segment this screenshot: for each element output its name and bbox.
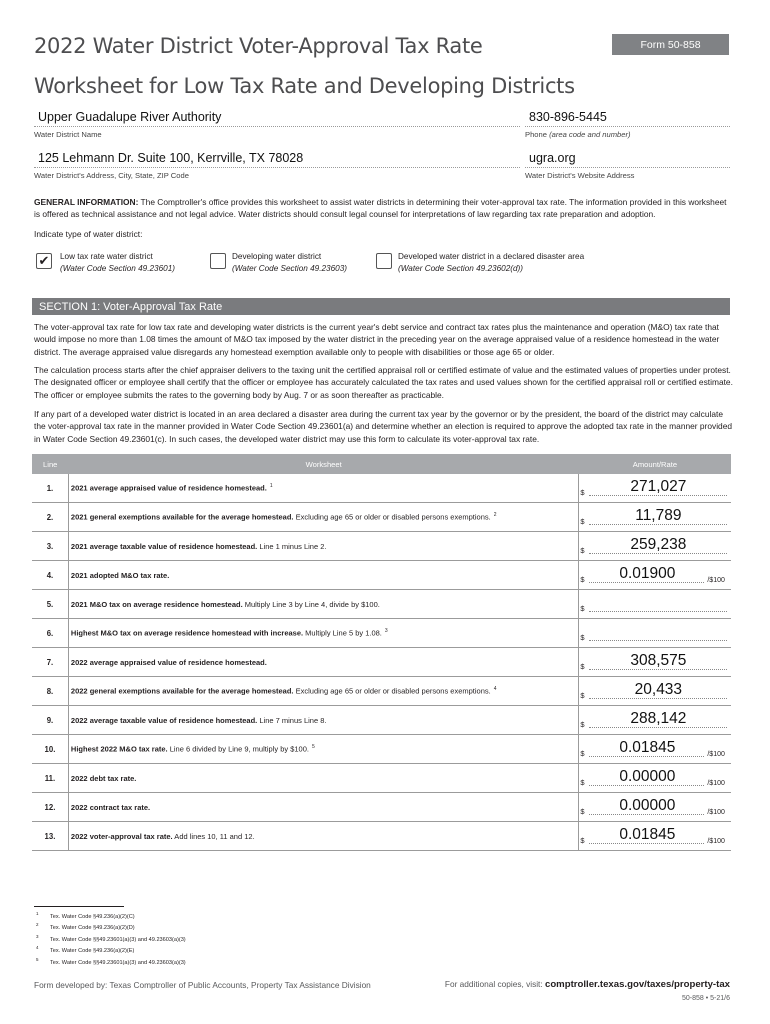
website-underline (525, 167, 730, 168)
amount-value[interactable]: 0.00000 (619, 768, 676, 785)
dollar-sign: $ (580, 604, 585, 613)
footnote-rule (34, 906, 124, 907)
worksheet-row-6 (32, 619, 731, 648)
worksheet-row-11 (32, 764, 731, 793)
amount-cell (579, 764, 731, 793)
website-label: Water District's Website Address (525, 171, 635, 180)
row-label: 2022 general exemptions available for the average homestead. (70, 686, 294, 696)
worksheet-row-3 (32, 532, 731, 561)
worksheet-row-13 (32, 822, 731, 851)
website-field[interactable]: ugra.org (529, 151, 576, 165)
amount-value[interactable]: 11,789 (635, 507, 682, 524)
checkbox-low-tax-rate[interactable]: ✔ (36, 253, 52, 269)
header-line: Line (32, 454, 68, 474)
line-number: 1. (32, 474, 68, 503)
line-number: 2. (32, 503, 68, 532)
line-number: 4. (32, 561, 68, 590)
worksheet-row-10 (32, 735, 731, 764)
line-description (68, 619, 578, 648)
row-footnote-ref: 2 (493, 512, 497, 519)
district-name-label: Water District Name (34, 130, 102, 139)
rate-unit: /$100 (707, 751, 725, 758)
dollar-sign: $ (580, 836, 585, 845)
amount-cell (579, 677, 731, 706)
line-number: 3. (32, 532, 68, 561)
amount-cell (579, 822, 731, 851)
district-name-underline (34, 126, 520, 127)
line-description (68, 532, 578, 561)
row-label: 2022 contract tax rate. (70, 802, 151, 812)
row-label: 2021 general exemptions available for the average homestead. (70, 512, 294, 522)
worksheet-header-row (32, 454, 731, 474)
amount-cell (579, 793, 731, 822)
general-information: GENERAL INFORMATION: The Comptroller's office provides this worksheet to assist water districts in determining their voter-approval tax rate. The information provided in this worksheet is offered as technical assistance and not legal advice. Water districts should consult legal counsel for interpretations of law regarding tax rate preparation and adoption. (34, 197, 727, 220)
dollar-sign: $ (580, 575, 585, 584)
row-footnote-ref: 1 (269, 483, 273, 490)
form-number-badge: Form 50-858 (612, 34, 729, 55)
line-number: 5. (32, 590, 68, 619)
general-information-lead: GENERAL INFORMATION: (34, 197, 139, 207)
amount-value[interactable]: 0.00000 (619, 797, 676, 814)
line-description (68, 590, 578, 619)
dollar-sign: $ (580, 662, 585, 671)
amount-underline (589, 640, 727, 641)
header-worksheet: Worksheet (68, 454, 578, 474)
line-number: 6. (32, 619, 68, 648)
district-name-field[interactable]: Upper Guadalupe River Authority (38, 110, 222, 124)
footnote-2: $^2$Tex. Water Code §49.236(a)(2)(D) (36, 922, 135, 932)
row-label: Highest 2022 M&O tax rate. (70, 744, 168, 754)
worksheet-row-9 (32, 706, 731, 735)
dollar-sign: $ (580, 807, 585, 816)
dollar-sign: $ (580, 691, 585, 700)
dollar-sign: $ (580, 488, 585, 497)
footnote-3: $^3$Tex. Water Code §§49.23601(a)(3) and 49.23603(a)(3) (36, 933, 186, 943)
address-field[interactable]: 125 Lehmann Dr. Suite 100, Kerrville, TX 78028 (38, 151, 304, 165)
phone-label: Phone (area code and number) (525, 130, 631, 139)
worksheet-table (32, 454, 731, 851)
line-number: 12. (32, 793, 68, 822)
footnote-4: $^4$Tex. Water Code §49.236(a)(2)(E) (36, 945, 135, 955)
amount-cell (579, 619, 731, 648)
worksheet-row-12 (32, 793, 731, 822)
address-label: Water District's Address, City, State, ZIP Code (34, 171, 189, 180)
row-footnote-ref: 3 (384, 628, 388, 635)
row-label: 2021 average appraised value of residence homestead. (70, 483, 267, 493)
amount-value[interactable]: 259,238 (630, 536, 687, 553)
line-description (68, 706, 578, 735)
line-description (68, 474, 578, 503)
amount-cell (579, 474, 731, 503)
row-footnote-ref: 5 (311, 744, 315, 751)
line-description (68, 793, 578, 822)
worksheet-row-5 (32, 590, 731, 619)
address-underline (34, 167, 520, 168)
row-label: 2022 average taxable value of residence homestead. (70, 715, 258, 725)
row-instruction: Line 7 minus Line 8. (257, 715, 327, 725)
line-description (68, 677, 578, 706)
row-instruction: Add lines 10, 11 and 12. (172, 831, 255, 841)
row-instruction: Multiply Line 3 by Line 4, divide by $100. (242, 599, 380, 609)
option-developing: Developing water district (Water Code Section 49.23603) (232, 252, 347, 273)
dollar-sign: $ (580, 778, 585, 787)
row-instruction: Line 1 minus Line 2. (257, 541, 327, 551)
row-label: 2021 M&O tax on average residence homestead. (70, 599, 243, 609)
dollar-sign: $ (580, 749, 585, 758)
line-number: 8. (32, 677, 68, 706)
row-instruction: Excluding age 65 or older or disabled persons exemptions. (293, 686, 491, 696)
footer-copies: For additional copies, visit: comptroller.texas.gov/taxes/property-tax (444, 979, 730, 990)
row-instruction: Line 6 divided by Line 9, multiply by $100. (167, 744, 309, 754)
section-1-header: SECTION 1: Voter-Approval Tax Rate (32, 298, 730, 315)
footer-url-link[interactable]: comptroller.texas.gov/taxes/property-tax (544, 979, 730, 990)
dollar-sign: $ (580, 720, 585, 729)
section-1-paragraph-2: The calculation process starts after the chief appraiser delivers to the taxing unit the certified appraisal roll or certified estimate of value and the estimated values of properties under protest. The designated officer or employee shall certify that the officer or employee has accurately calculated the tax rates and used values shown for the certified appraisal roll or certified estimate. The officer or employee submits the rates to the governing body by Aug. 7 or as soon thereafter as practicable. (34, 365, 733, 400)
worksheet-row-8 (32, 677, 731, 706)
phone-label-italic: (area code and number) (549, 130, 631, 139)
row-label: 2021 adopted M&O tax rate. (70, 570, 170, 580)
amount-value[interactable]: 288,142 (630, 710, 687, 727)
footer-developed-by: Form developed by: Texas Comptroller of Public Accounts, Property Tax Assistance Division (34, 980, 371, 990)
form-title-line2: Worksheet for Low Tax Rate and Developing Districts (34, 74, 575, 98)
line-number: 9. (32, 706, 68, 735)
amount-value[interactable]: 308,575 (630, 652, 687, 669)
amount-value[interactable]: 0.01900 (619, 565, 676, 582)
line-description (68, 822, 578, 851)
amount-cell (579, 706, 731, 735)
row-label: 2022 voter-approval tax rate. (70, 831, 173, 841)
row-footnote-ref: 4 (493, 686, 497, 693)
row-label: 2022 average appraised value of residence homestead. (70, 657, 267, 667)
row-label: 2022 debt tax rate. (70, 773, 137, 783)
dollar-sign: $ (580, 546, 585, 555)
phone-underline (525, 126, 730, 127)
amount-cell (579, 735, 731, 764)
dollar-sign: $ (580, 633, 585, 642)
rate-unit: /$100 (707, 780, 725, 787)
line-description (68, 648, 578, 677)
worksheet-row-1 (32, 474, 731, 503)
rate-unit: /$100 (707, 809, 725, 816)
line-number: 13. (32, 822, 68, 851)
form-title-line1: 2022 Water District Voter-Approval Tax Rate (34, 34, 483, 58)
line-description (68, 503, 578, 532)
row-label: Highest M&O tax on average residence homestead with increase. (70, 628, 304, 638)
checkbox-developing[interactable] (210, 253, 226, 269)
section-1-paragraph-3: If any part of a developed water district is located in an area declared a disaster area during the current tax year by the governor or by the president, the board of the district may calculate the voter-approval tax rate in the manner provided in Water Code Section 49.23601(a) and determine whether an election is required to approve the adopted tax rate in the manner provided in Water Code Section 49.23601(c). In such cases, the developed water district may use this form to calculate its voter-approval tax rate. (34, 409, 733, 444)
worksheet-row-7 (32, 648, 731, 677)
amount-underline (589, 611, 727, 612)
amount-value[interactable]: 271,027 (630, 478, 687, 495)
amount-cell (579, 561, 731, 590)
header-amount-rate: Amount/Rate (579, 454, 731, 474)
phone-field[interactable]: 830-896-5445 (529, 110, 607, 124)
amount-cell (579, 503, 731, 532)
amount-value[interactable]: 0.01845 (619, 826, 676, 843)
section-1-paragraph-1: The voter-approval tax rate for low tax rate and developing water districts is the current year's debt service and contract tax rates plus the maintenance and operation (M&O) tax rate that would impose no more than 1.08 times the amount of M&O tax imposed by the water district in the preceding year on the average appraised value of a residence homestead in the water district. The average appraised value disregards any homestead exemption available only to people with disabilities or those age 65 or older. (34, 322, 720, 357)
option-developed-disaster: Developed water district in a declared disaster area (Water Code Section 49.23602(d)) (398, 252, 585, 273)
line-description (68, 764, 578, 793)
line-number: 11. (32, 764, 68, 793)
footnote-1: $^1$Tex. Water Code §49.236(a)(2)(C) (36, 911, 135, 920)
line-number: 10. (32, 735, 68, 764)
amount-value[interactable]: 0.01845 (619, 739, 676, 756)
row-label: 2021 average taxable value of residence homestead. (70, 541, 258, 551)
amount-cell (579, 532, 731, 561)
footnotes (36, 910, 186, 967)
amount-cell (579, 590, 731, 619)
checkbox-developed-disaster[interactable] (376, 253, 392, 269)
line-description (68, 735, 578, 764)
footnote-5: $^5$Tex. Water Code §§49.23601(a)(3) and 49.23603(a)(3) (36, 956, 186, 966)
row-instruction: Excluding age 65 or older or disabled persons exemptions. (293, 512, 491, 522)
amount-cell (579, 648, 731, 677)
option-low-tax-rate: Low tax rate water district (Water Code Section 49.23601) (60, 252, 175, 273)
district-type-prompt: Indicate type of water district: (34, 229, 143, 239)
line-description (68, 561, 578, 590)
footer-form-code: 50-858 • 5-21/6 (682, 995, 730, 1002)
row-instruction: Multiply Line 5 by 1.08. (303, 628, 382, 638)
worksheet-row-4 (32, 561, 731, 590)
amount-value[interactable]: 20,433 (634, 681, 683, 698)
worksheet-row-2 (32, 503, 731, 532)
rate-unit: /$100 (707, 838, 725, 845)
rate-unit: /$100 (707, 577, 725, 584)
line-number: 7. (32, 648, 68, 677)
dollar-sign: $ (580, 517, 585, 526)
